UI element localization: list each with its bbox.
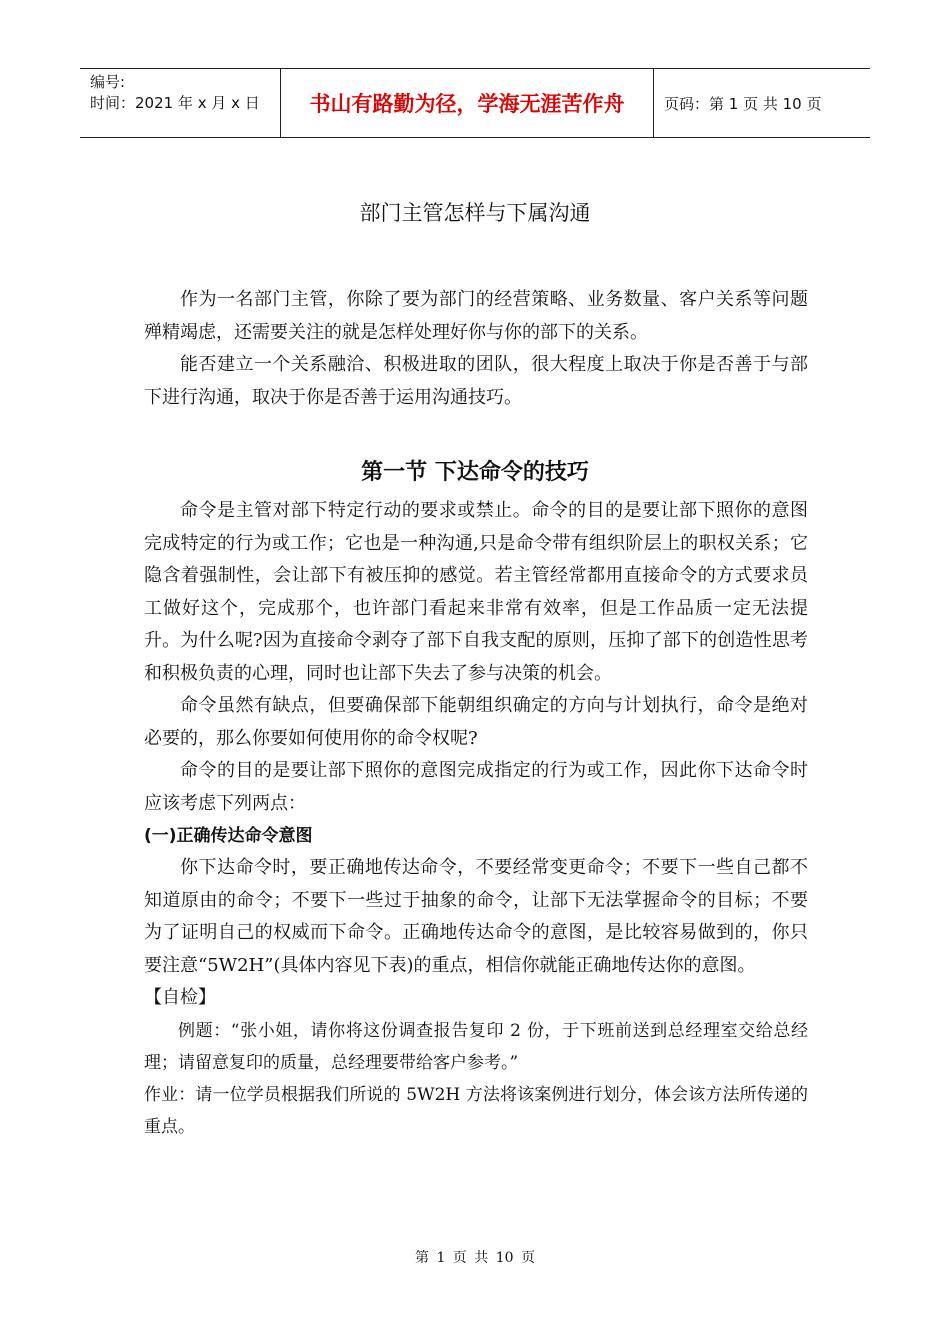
self-check-label: 【自检】	[144, 987, 216, 1008]
example-paragraph: 例题：“张小姐，请你将这份调查报告复印 2 份，于下班前送到总经理室交给总经理；请留意复印的质量，总经理要带给客户参考。”	[144, 1020, 808, 1073]
header-motto: 书山有路勤为径，学海无涯苦作舟	[280, 69, 654, 137]
page-footer: 第 1 页 共 10 页	[415, 1250, 535, 1266]
section-body	[144, 495, 808, 1143]
header-meta	[80, 69, 280, 137]
subsection-paragraph: 你下达命令时，要正确地传达命令，不要经常变更命令；不要下一些自己都不知道原由的命令；不要下一些过于抽象的命令，让部下无法掌握命令的目标；不要为了证明自己的权威而下命令。正确地传达命令的意图，是比较容易做到的，你只要注意“5W2H”(具体内容见下表)的重点，相信你就能正确地传达你的意图。	[144, 857, 808, 976]
homework-paragraph: 作业：请一位学员根据我们所说的 5W2H 方法将该案例进行划分，体会该方法所传递的重点。	[144, 1084, 808, 1137]
subsection-heading: (一)正确传达命令意图	[144, 826, 313, 846]
intro-paragraph: 作为一名部门主管，你除了要为部门的经营策略、业务数量、客户关系等问题殚精竭虑，还需要关注的就是怎样处理好你与你的部下的关系。	[144, 289, 808, 343]
document-title: 部门主管怎样与下属沟通	[359, 201, 591, 225]
section-heading: 第一节 下达命令的技巧	[361, 460, 589, 485]
body-paragraph: 命令是主管对部下特定行动的要求或禁止。命令的目的是要让部下照你的意图完成特定的行为或工作；它也是一种沟通,只是命令带有组织阶层上的职权关系；它隐含着强制性，会让部下有被压抑的感觉。若主管经常都用直接命令的方式要求员工做好这个，完成那个，也许部门看起来非常有效率，但是工作品质一定无法提升。为什么呢?因为直接命令剥夺了部下自我支配的原则，压抑了部下的创造性思考和积极负责的心理，同时也让部下失去了参与决策的机会。	[144, 500, 808, 684]
intro-paragraph: 能否建立一个关系融洽、积极进取的团队，很大程度上取决于你是否善于与部下进行沟通，取决于你是否善于运用沟通技巧。	[144, 354, 808, 408]
intro-section	[144, 284, 808, 414]
document-number-label: 编号:	[90, 73, 126, 91]
body-paragraph: 命令的目的是要让部下照你的意图完成指定的行为或工作，因此你下达命令时应该考虑下列两点：	[144, 760, 808, 814]
body-paragraph: 命令虽然有缺点，但要确保部下能朝组织确定的方向与计划执行，命令是绝对必要的，那么你要如何使用你的命令权呢?	[144, 695, 808, 749]
header-page-info: 页码：第 1 页 共 10 页	[664, 94, 822, 113]
page-header	[80, 68, 870, 138]
document-date-label: 时间：2021 年 x 月 x 日	[90, 94, 260, 112]
